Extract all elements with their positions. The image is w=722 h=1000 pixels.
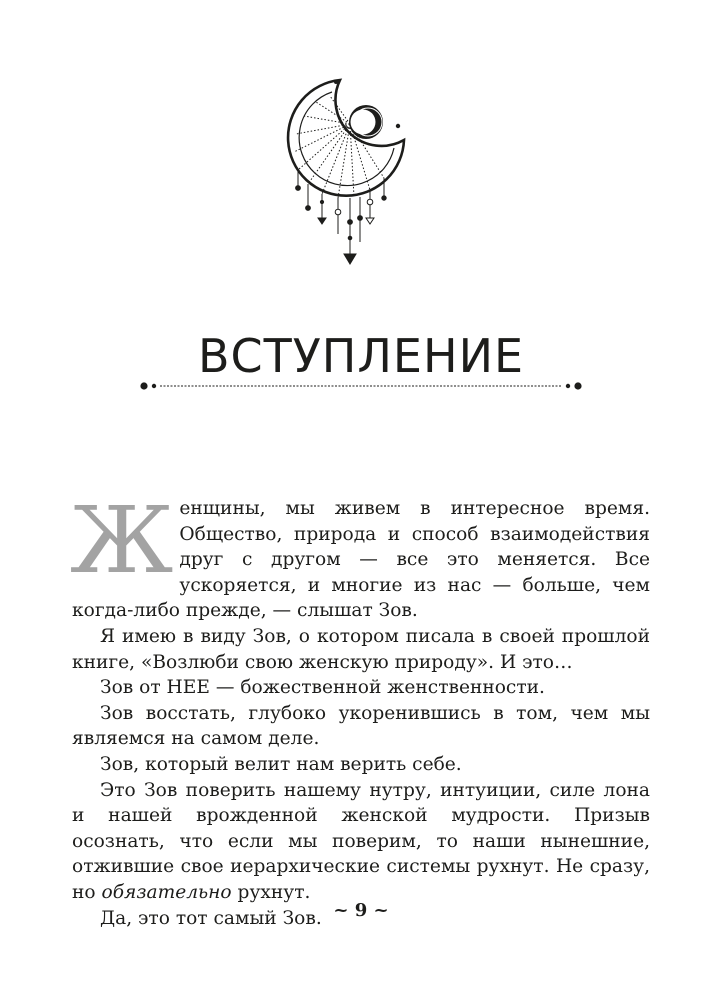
paragraph-1-text: енщины, мы живем в интересное время. Общество, природа и способ взаимодействия друг с другом — все это меняется. Все ускоряется, и многие из нас — больше, чем когда-либо прежде, — слышат Зов.	[72, 498, 650, 622]
title-divider	[140, 379, 582, 393]
chapter-body	[70, 487, 650, 931]
emphasis: обязательно	[101, 881, 232, 903]
paragraph-1	[70, 487, 650, 624]
paragraph-6-text-a: Это Зов поверить нашему нутру, интуиции, силе лона и нашей врожденной женской мудрости. Призыв осознать, что если мы поверим, то наши нынешние, отжившие свое иерархические системы рухнут. Не сразу, но	[72, 779, 650, 903]
dropcap: Ж	[70, 487, 174, 594]
paragraph-5: Зов, который велит нам верить себе.	[100, 753, 462, 775]
paragraph-6	[72, 778, 650, 906]
crescent-moon-dreamcatcher-icon	[280, 72, 420, 272]
paragraph-3: Зов от НЕЕ — божественной женственности.	[100, 677, 545, 699]
page-number: ~ 9 ~	[333, 900, 389, 921]
paragraph-2: Я имею в виду Зов, о котором писала в своей прошлой книге, «Возлюби свою женскую природу». И это…	[72, 625, 650, 673]
paragraph-4: Зов восстать, глубоко укоренившись в том, чем мы являемся на самом деле.	[72, 702, 650, 750]
chapter-title: ВСТУПЛЕНИЕ	[197, 329, 525, 383]
paragraph-6-text-b: рухнут.	[231, 881, 311, 903]
paragraph-7: Да, это тот самый Зов.	[100, 907, 322, 929]
